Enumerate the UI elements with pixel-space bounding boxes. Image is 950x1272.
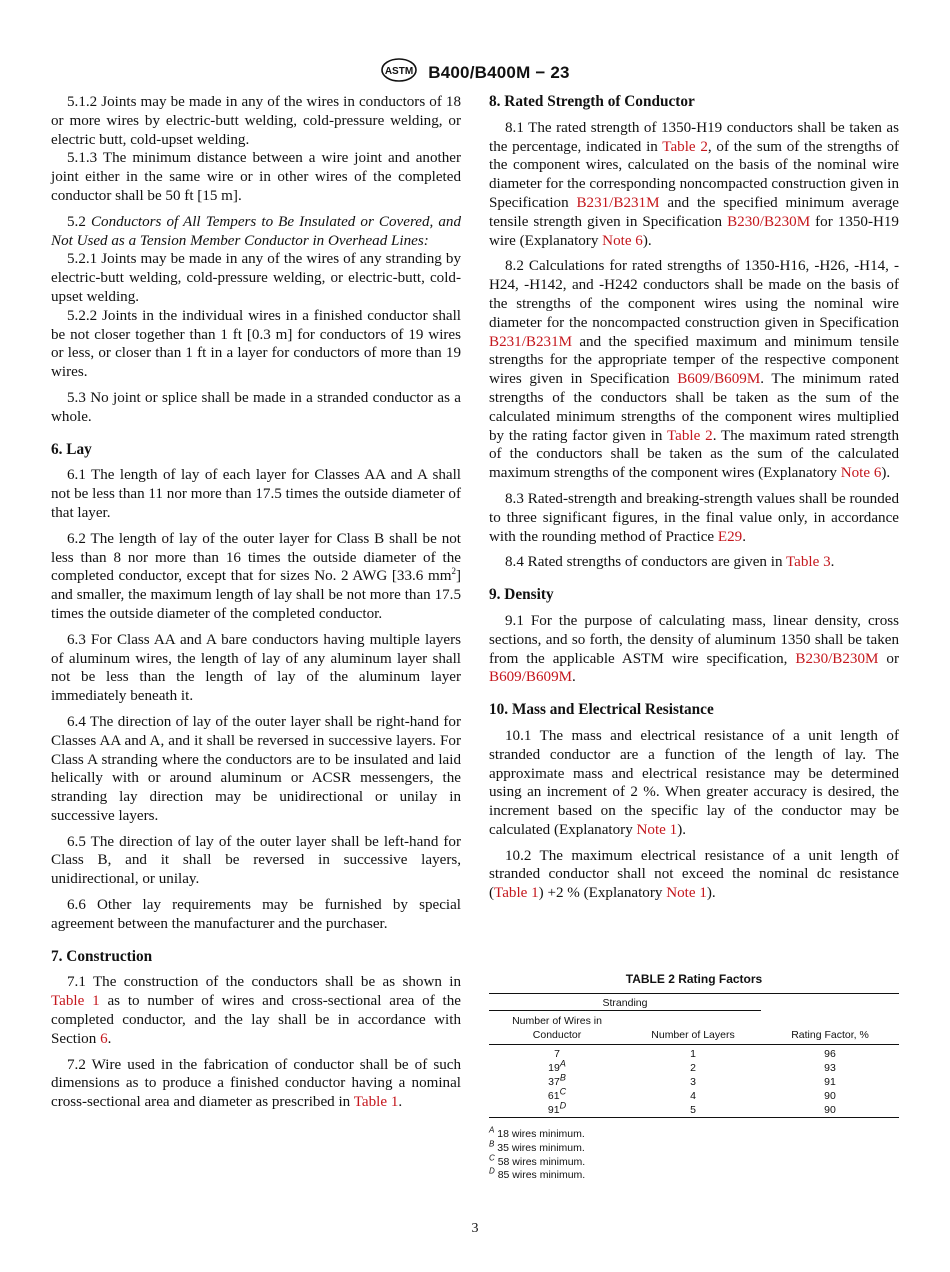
- para-10-1: [489, 727, 899, 840]
- cell-wires-value: 61: [547, 1090, 560, 1102]
- para-6-5: 6.5 The direction of lay of the outer layer shall be left-hand for Class B, and it shall be reversed in successive layers, unidirectional, or unilay.: [51, 833, 461, 888]
- table-2-rating-factors: [489, 972, 899, 1183]
- table-footnote: [489, 1153, 899, 1170]
- cell-footnote-mark: A: [559, 1058, 566, 1069]
- footnote-mark: D: [489, 1166, 495, 1176]
- para-5-2-num: 5.2: [67, 213, 86, 230]
- section-heading-10: 10. Mass and Electrical Resistance: [489, 701, 714, 719]
- para-6-3: 6.3 For Class AA and A bare conductors having multiple layers of aluminum wires, the length of lay of any aluminum layer shall not be less than the length of lay of the aluminum layer immediately beneath it.: [51, 631, 461, 705]
- cell-footnote-mark: B: [559, 1072, 566, 1083]
- cell-wires-value: 37: [548, 1076, 560, 1088]
- cell-wires: [489, 1100, 625, 1118]
- para-10-1-text-a: 10.1 The mass and electrical resistance of a unit length of stranded conductor are a function of the length of lay. The approximate mass and electrical resistance may be determined using an increment of 2 %. When greater accuracy is desired, the increment based on the specific lay of the conductor may be calculated (Explanatory: [489, 727, 899, 838]
- logo-text: ASTM: [385, 66, 414, 77]
- table-group-header: Stranding: [489, 994, 761, 1011]
- para-8-2-text-e: ).: [881, 465, 891, 482]
- para-8-3: [489, 490, 899, 546]
- footnote-text: 58 wires minimum.: [497, 1155, 586, 1168]
- link-e29[interactable]: E29: [717, 528, 743, 545]
- col-header-wires-line2: Conductor: [532, 1029, 582, 1041]
- cell-layers: 1: [690, 1048, 696, 1060]
- right-column: [489, 93, 899, 910]
- table-footnote: [489, 1125, 899, 1142]
- para-10-2-text-c: ).: [706, 885, 716, 902]
- para-6-1: 6.1 The length of lay of each layer for Classes AA and A shall not be less than 11 nor more than 17.5 times the outside diameter of that layer.: [51, 467, 461, 521]
- footnote-mark: A: [489, 1125, 495, 1135]
- para-8-3-text-a: 8.3 Rated-strength and breaking-strength values shall be rounded to three significant figures, in the final value only, in accordance with the rounding method of Practice: [489, 490, 899, 545]
- link-table-3[interactable]: Table 3: [786, 554, 831, 571]
- para-7-2: [51, 1056, 461, 1112]
- table-row: [489, 1045, 899, 1062]
- cell-layers: 4: [690, 1090, 696, 1102]
- link-table-1[interactable]: Table 1: [353, 1094, 399, 1111]
- para-8-1: [489, 119, 899, 251]
- para-8-2: [489, 257, 899, 483]
- table-row: [489, 1089, 899, 1103]
- para-6-4: 6.4 The direction of lay of the outer layer shall be right-hand for Classes AA and A, and it shall be reversed in successive layers. For Class A stranding where the conductors are to be insulated and laid helically with or around aluminum or ACSR messengers, the stranding lay direction may be unidirectional or unilay in successive layers.: [51, 713, 461, 824]
- para-8-4-text-b: .: [830, 554, 835, 571]
- para-5-1-2: 5.1.2 Joints may be made in any of the wires in conductors of 18 or more wires by electric-butt welding, cold-pressure welding, or electric butt, cold-upset welding.: [51, 94, 461, 148]
- cell-wires: [489, 1072, 625, 1089]
- para-5-2-title: Conductors of All Tempers to Be Insulated or Covered, and Not Used as a Tension Member Conductor in Overhead Lines:: [51, 213, 461, 249]
- section-heading-7: 7. Construction: [51, 947, 153, 965]
- para-8-4-text-a: 8.4 Rated strengths of conductors are given in: [505, 554, 783, 571]
- table-footnote: [489, 1166, 899, 1183]
- cell-factor: 90: [761, 1103, 899, 1118]
- link-table-1[interactable]: Table 1: [494, 885, 539, 902]
- footnote-text: 18 wires minimum.: [497, 1128, 585, 1140]
- table-caption: TABLE 2 Rating Factors: [625, 972, 763, 986]
- link-b231[interactable]: B231/B231M: [576, 194, 660, 211]
- cell-layers: 2: [690, 1062, 696, 1074]
- table-col-header-wires: [489, 1011, 625, 1045]
- para-8-3-text-b: .: [742, 528, 746, 545]
- table-row: [489, 1075, 899, 1089]
- para-5-3: 5.3 No joint or splice shall be made in a stranded conductor as a whole.: [51, 389, 461, 425]
- para-7-1-text-b: as to number of wires and cross-sectional area of the completed conductor, and the lay shall be in accordance with Section: [51, 993, 461, 1047]
- link-note-1[interactable]: Note 1: [636, 821, 678, 838]
- link-b230[interactable]: B230/B230M: [795, 650, 879, 667]
- link-note-1[interactable]: Note 1: [666, 885, 707, 902]
- para-8-1-text-a: 8.1 The rated strength of 1350-H19 conductors shall be taken as the percentage, indicated in: [489, 119, 899, 155]
- link-note-6[interactable]: Note 6: [840, 465, 882, 482]
- para-6-2: [51, 530, 461, 624]
- left-column: [51, 93, 461, 1119]
- para-7-2-text-a: 7.2 Wire used in the fabrication of conductor shall be of such dimensions as to produce a finished conductor having a nominal cross-sectional area and diameter as prescribed in: [51, 1056, 461, 1111]
- para-7-2-text-b: .: [398, 1094, 403, 1111]
- page-number: 3: [471, 1221, 479, 1236]
- link-b230[interactable]: B230/B230M: [727, 213, 811, 230]
- cell-factor: 93: [824, 1062, 836, 1074]
- cell-wires-value: 19: [548, 1062, 560, 1074]
- cell-wires-value: 91: [547, 1104, 560, 1116]
- section-heading-9: 9. Density: [489, 586, 554, 604]
- footnote-text: 35 wires minimum.: [497, 1141, 585, 1154]
- table-row: [489, 1061, 899, 1075]
- cell-footnote-mark: D: [559, 1100, 567, 1111]
- para-8-2-text-a: 8.2 Calculations for rated strengths of 1350-H16, -H26, -H14, -H24, -H142, and -H242 conductors shall be made on the basis of the strengths of the component wires using the nominal wire diameter for the noncompacted construction given in Specification: [489, 258, 899, 331]
- para-9-1: [489, 612, 899, 687]
- para-8-2-text-d: . The maximum rated strength of the conductors shall be taken as the sum of the calculated maximum strengths of the component wires (Explanatory: [489, 427, 900, 482]
- cell-wires: [489, 1045, 625, 1062]
- para-8-4: [489, 553, 899, 572]
- table-row: [489, 1103, 899, 1118]
- col-header-wires-line1: Number of Wires in: [512, 1015, 602, 1027]
- cell-wires: [489, 1086, 625, 1103]
- footnote-mark: C: [489, 1153, 495, 1163]
- cell-wires: [489, 1058, 625, 1075]
- para-7-1-text-a: 7.1 The construction of the conductors shall be as shown in: [67, 974, 461, 991]
- para-8-1-text-c: and the specified minimum average tensile strength given in Specification: [489, 194, 899, 230]
- link-b609[interactable]: B609/B609M: [677, 371, 761, 388]
- cell-factor: 96: [824, 1048, 836, 1060]
- para-5-1-3: 5.1.3 The minimum distance between a wire joint and another joint either in the same wire or in other wires of the completed conductor shall be 50 ft [15 m].: [51, 150, 461, 204]
- para-5-2-2: 5.2.2 Joints in the individual wires in a finished conductor shall be not closer together than 1 ft [0.3 m] for conductors of 19 wires or less, or closer than 1 ft in a layer for conductors of more than 19 wires.: [51, 307, 461, 381]
- para-9-1-text-a: 9.1 For the purpose of calculating mass, linear density, cross sections, and so forth, the density of aluminum 1350 shall be taken from the applicable ASTM wire specification,: [489, 612, 899, 667]
- para-8-2-text-b: and the specified maximum and minimum tensile strengths for the appropriate temper of the respective component wires given in Specification: [489, 333, 899, 388]
- para-7-1: [51, 973, 461, 1048]
- cell-factor: 91: [824, 1076, 836, 1088]
- link-section-6[interactable]: 6: [100, 1030, 108, 1047]
- footnote-mark: B: [489, 1139, 495, 1149]
- cell-layers: 3: [690, 1076, 696, 1088]
- link-table-2[interactable]: Table 2: [666, 427, 713, 444]
- para-6-2-text-a: 6.2 The length of lay of the outer layer for Class B shall be not less than 8 nor more than 16 times the outside diameter of the completed conductor, except that for sizes No. 2 AWG [33.6 mm: [51, 530, 461, 585]
- astm-logo-icon: [380, 58, 418, 87]
- para-10-2-text-b: ) +2 % (Explanatory: [538, 885, 663, 902]
- para-10-1-text-b: ).: [677, 821, 687, 838]
- cell-footnote-mark: C: [559, 1086, 567, 1097]
- cell-layers: 5: [625, 1103, 761, 1118]
- para-6-2-superscript: 2: [451, 566, 456, 577]
- para-8-1-text-e: ).: [642, 232, 652, 249]
- table-col-header-factor: Rating Factor, %: [761, 1011, 899, 1045]
- para-10-2: [489, 847, 899, 903]
- page-header: [0, 58, 950, 87]
- para-5-2: [51, 213, 461, 251]
- footnote-text: 85 wires minimum.: [497, 1169, 586, 1182]
- para-8-1-text-b: , of the sum of the strengths of the component wires, calculated on the basis of the nominal wire diameter for the corresponding noncompacted construction given in Specification: [489, 138, 900, 211]
- link-b609[interactable]: B609/B609M: [489, 669, 573, 686]
- para-8-2-text-c: . The minimum rated strengths of the conductors shall be taken as the sum of the calculated minimum strengths of the component wires multiplied by the rating factor given in: [489, 371, 900, 444]
- para-6-2-text-b: ] and smaller, the maximum length of lay shall be not more than 17.5 times the outside diameter of the completed conductor.: [51, 568, 461, 622]
- link-table-2[interactable]: Table 2: [662, 138, 708, 155]
- link-table-1[interactable]: Table 1: [51, 993, 100, 1010]
- link-b231[interactable]: B231/B231M: [489, 333, 573, 350]
- para-5-2-1: 5.2.1 Joints may be made in any of the wires of any stranding by electric-butt welding, cold-pressure welding, or electric-butt, cold-upset welding.: [51, 251, 461, 305]
- cell-wires-value: 7: [554, 1048, 560, 1060]
- para-10-2-text-a: 10.2 The maximum electrical resistance of a unit length of stranded conductor shall not exceed the nominal dc resistance (: [489, 847, 899, 902]
- para-7-1-text-c: .: [107, 1030, 112, 1047]
- section-heading-8: 8. Rated Strength of Conductor: [489, 93, 695, 110]
- table-body: [489, 1045, 899, 1118]
- rating-factors-table: [489, 993, 899, 1118]
- cell-factor: 90: [824, 1090, 836, 1102]
- table-footnote: [489, 1139, 899, 1156]
- para-9-1-text-c: .: [572, 669, 576, 686]
- para-9-1-text-b: or: [886, 650, 899, 667]
- para-6-6: 6.6 Other lay requirements may be furnished by special agreement between the manufacturer and the purchaser.: [51, 897, 461, 932]
- section-heading-6: 6. Lay: [51, 440, 92, 458]
- document-designation: B400/B400M − 23: [428, 62, 570, 82]
- table-col-header-layers: Number of Layers: [625, 1011, 761, 1045]
- table-header-spacer: [761, 994, 899, 1011]
- para-8-1-text-d: for 1350-H19 wire (Explanatory: [489, 213, 899, 249]
- link-note-6[interactable]: Note 6: [602, 232, 643, 249]
- table-footnotes: [489, 1125, 899, 1183]
